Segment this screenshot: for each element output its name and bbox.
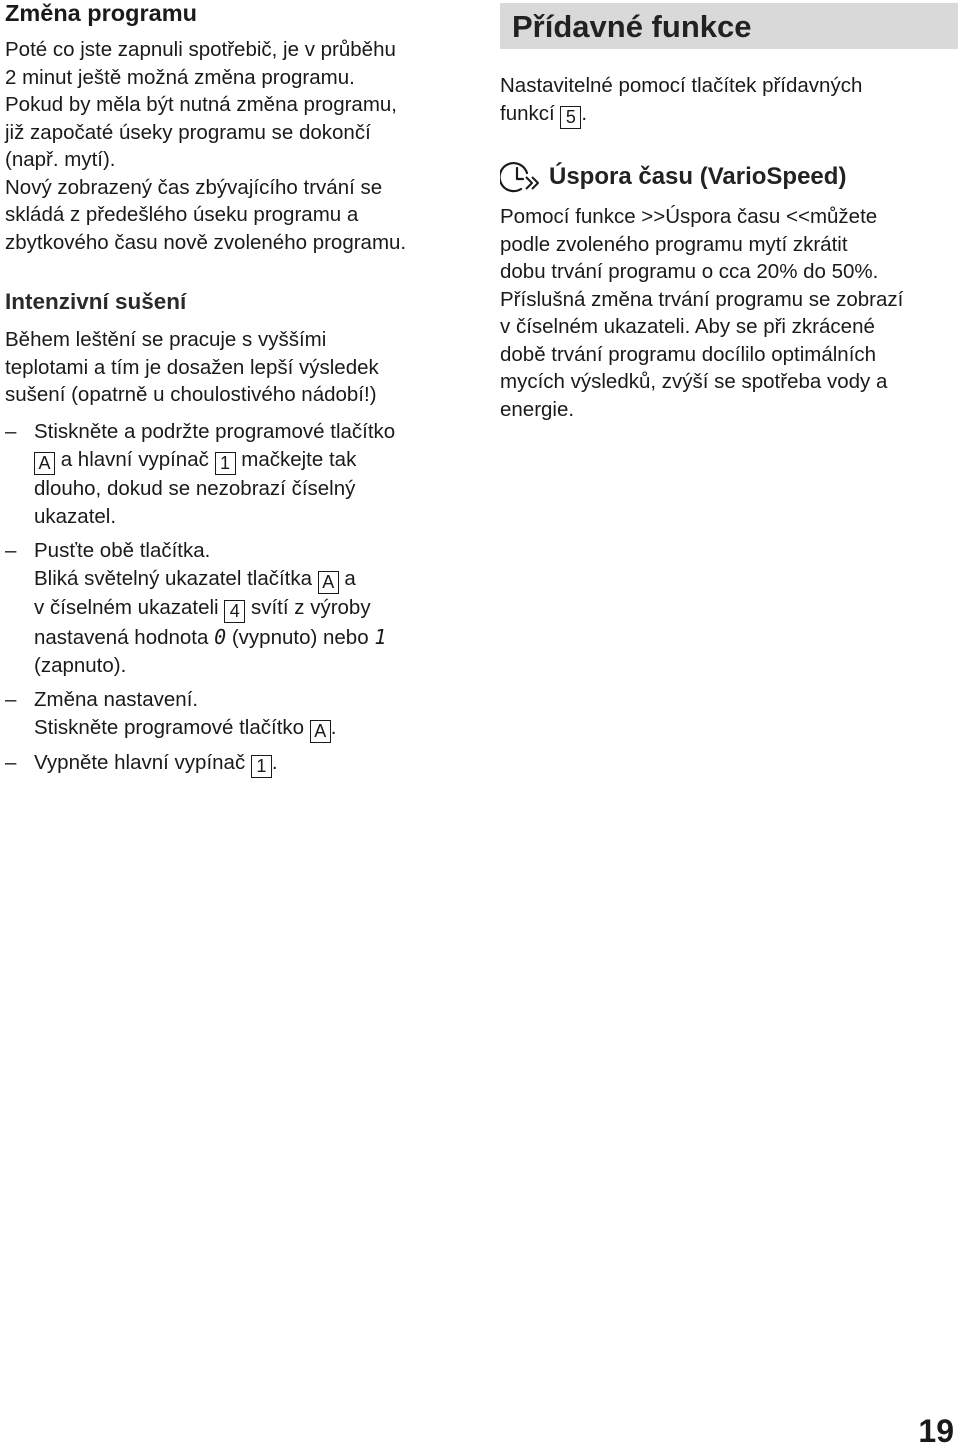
variospeed-heading (500, 160, 958, 196)
dash-bullet: – (5, 688, 17, 711)
additional-functions-header (500, 3, 958, 49)
key-1: 1 (251, 755, 272, 778)
key-a: A (34, 452, 55, 475)
instruction-step: – Stiskněte a podržte programové tlačítko A a hlavní vypínač 1 mačkejte tak dlouho, dokud se nezobrazí číselný ukazatel. (5, 420, 396, 528)
program-change-text: Poté co jste zapnuli spotřebič, je v průběhu 2 minut ještě možná změna programu. Pokud by měla být nutná změna programu, již započaté úseky programu se dokončí (např. mytí). Nový zobrazený čas zbývajícího trvání se skládá z předešlého úseku programu a zbytkového času nově zvoleného programu. (5, 38, 407, 254)
dash-bullet: – (5, 420, 17, 443)
key-5: 5 (560, 106, 581, 129)
instruction-steps (5, 418, 475, 778)
variospeed-title: Úspora času (VarioSpeed) (549, 163, 847, 190)
dash-bullet: – (5, 751, 17, 774)
additional-functions-title: Přídavné funkce (512, 9, 752, 44)
variospeed-text: Pomocí funkce >>Úspora času <<můžete podle zvoleného programu mytí zkrátit dobu trvání programu o cca 20% do 50%. Příslušná změna trvání programu se zobrazí v číselném ukazateli. Aby se při zkrácené době trvání programu docílilo optimálních mycích výsledků, zvýší se spotřeba vody a energie. (500, 205, 904, 421)
key-a: A (310, 720, 331, 743)
display-digit-0: 0 (214, 625, 227, 649)
additional-functions-intro: Nastavitelné pomocí tlačítek přídavných funkcí 5 . (500, 74, 863, 127)
section-title-intensive-drying: Intenzivní sušení (5, 289, 187, 314)
variospeed-clock-icon (500, 160, 544, 196)
key-4: 4 (224, 600, 245, 623)
page-number: 19 (918, 1413, 954, 1449)
instruction-step: – Vypněte hlavní vypínač 1 . (5, 751, 278, 776)
intensive-drying-intro: Během leštění se pracuje s vyššími teplotami a tím je dosažen lepší výsledek sušení (opatrně u choulostivého nádobí!) (5, 328, 379, 406)
section-title-program-change: Změna programu (5, 0, 197, 26)
display-digit-1: 1 (374, 625, 387, 649)
instruction-step: – Změna nastavení. Stiskněte programové tlačítko A . (5, 688, 337, 741)
dash-bullet: – (5, 539, 17, 562)
key-1: 1 (215, 452, 236, 475)
key-a: A (318, 571, 339, 594)
instruction-step: – Pusťte obě tlačítka. Bliká světelný ukazatel tlačítka A a v číselném ukazateli 4 svítí z výroby nastavená hodnota 0 (vypnuto) nebo 1 (zapnuto). (5, 539, 387, 677)
